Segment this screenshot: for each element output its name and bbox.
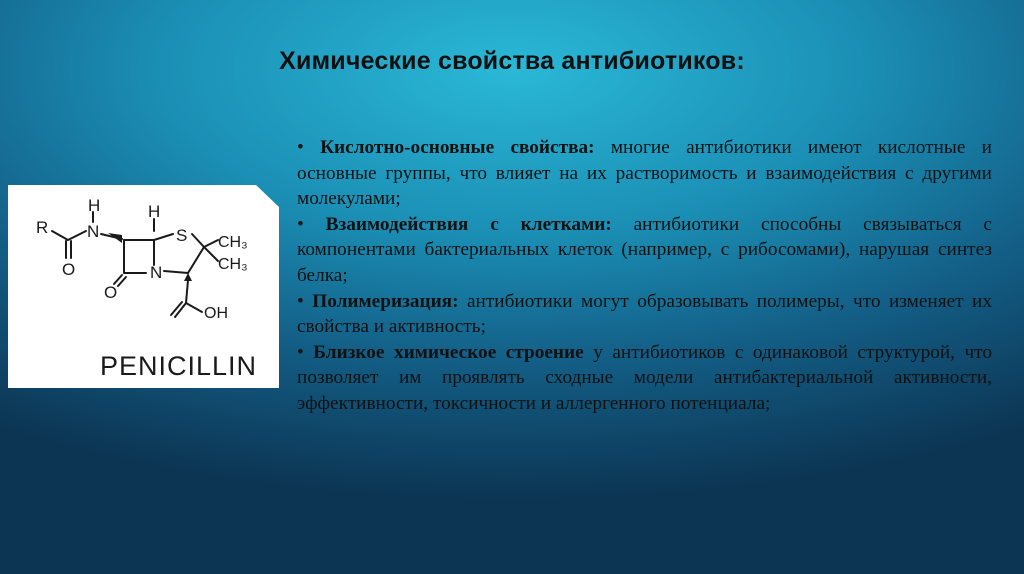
atom-h-bridge-label: H xyxy=(148,202,161,221)
bullet-text: многие антибиотики имеют кислотные и основные группы, что влияет на их растворимость и взаимодействия с другими молекулами; xyxy=(297,137,992,210)
atom-s-label: S xyxy=(176,226,188,245)
slide-title: Химические свойства антибиотиков: xyxy=(279,47,745,75)
atom-o-label: O xyxy=(62,260,76,279)
penicillin-structure-diagram xyxy=(8,185,279,388)
atom-n-label: N xyxy=(87,222,100,241)
bullet-marker: • xyxy=(297,137,304,158)
bullet-text: у антибиотиков с одинаковой структурой, что позволяет им проявлять сходные модели антибактериальной активности, эффективности, токсичности и аллергенного потенциала; xyxy=(297,341,992,414)
bullet-item xyxy=(297,212,992,289)
bullet-marker: • xyxy=(297,290,304,312)
bullet-list xyxy=(297,135,992,417)
atom-h-label: H xyxy=(88,196,101,215)
methyl-top-label: CH₃ xyxy=(218,234,248,251)
bullet-term: Близкое химическое строение xyxy=(313,341,584,363)
bullet-item xyxy=(297,135,992,212)
bullet-term: Кислотно-основные свойства: xyxy=(320,137,595,158)
bullet-item xyxy=(297,340,992,417)
bullet-text: антибиотики могут образовывать полимеры, что изменяет их свойства и активность; xyxy=(297,290,992,338)
bullet-text: антибиотики способны связываться с компонентами бактериальных клеток (например, с рибосомами), нарушая синтез белка; xyxy=(297,213,992,286)
bullet-item xyxy=(297,289,992,340)
atom-r-label: R xyxy=(36,218,49,237)
penicillin-structure-image xyxy=(8,185,279,388)
atom-n-ring-label: N xyxy=(150,263,163,282)
bullet-term: Взаимодействия с клетками: xyxy=(325,213,612,235)
bullet-marker: • xyxy=(297,213,304,235)
methyl-bottom-label: CH₃ xyxy=(218,256,248,273)
bullet-marker: • xyxy=(297,341,304,363)
bullet-term: Полимеризация: xyxy=(312,290,459,312)
carboxyl-label: OH xyxy=(204,305,228,322)
atom-o-lactam-label: O xyxy=(104,283,118,302)
image-caption: PENICILLIN xyxy=(100,351,258,381)
